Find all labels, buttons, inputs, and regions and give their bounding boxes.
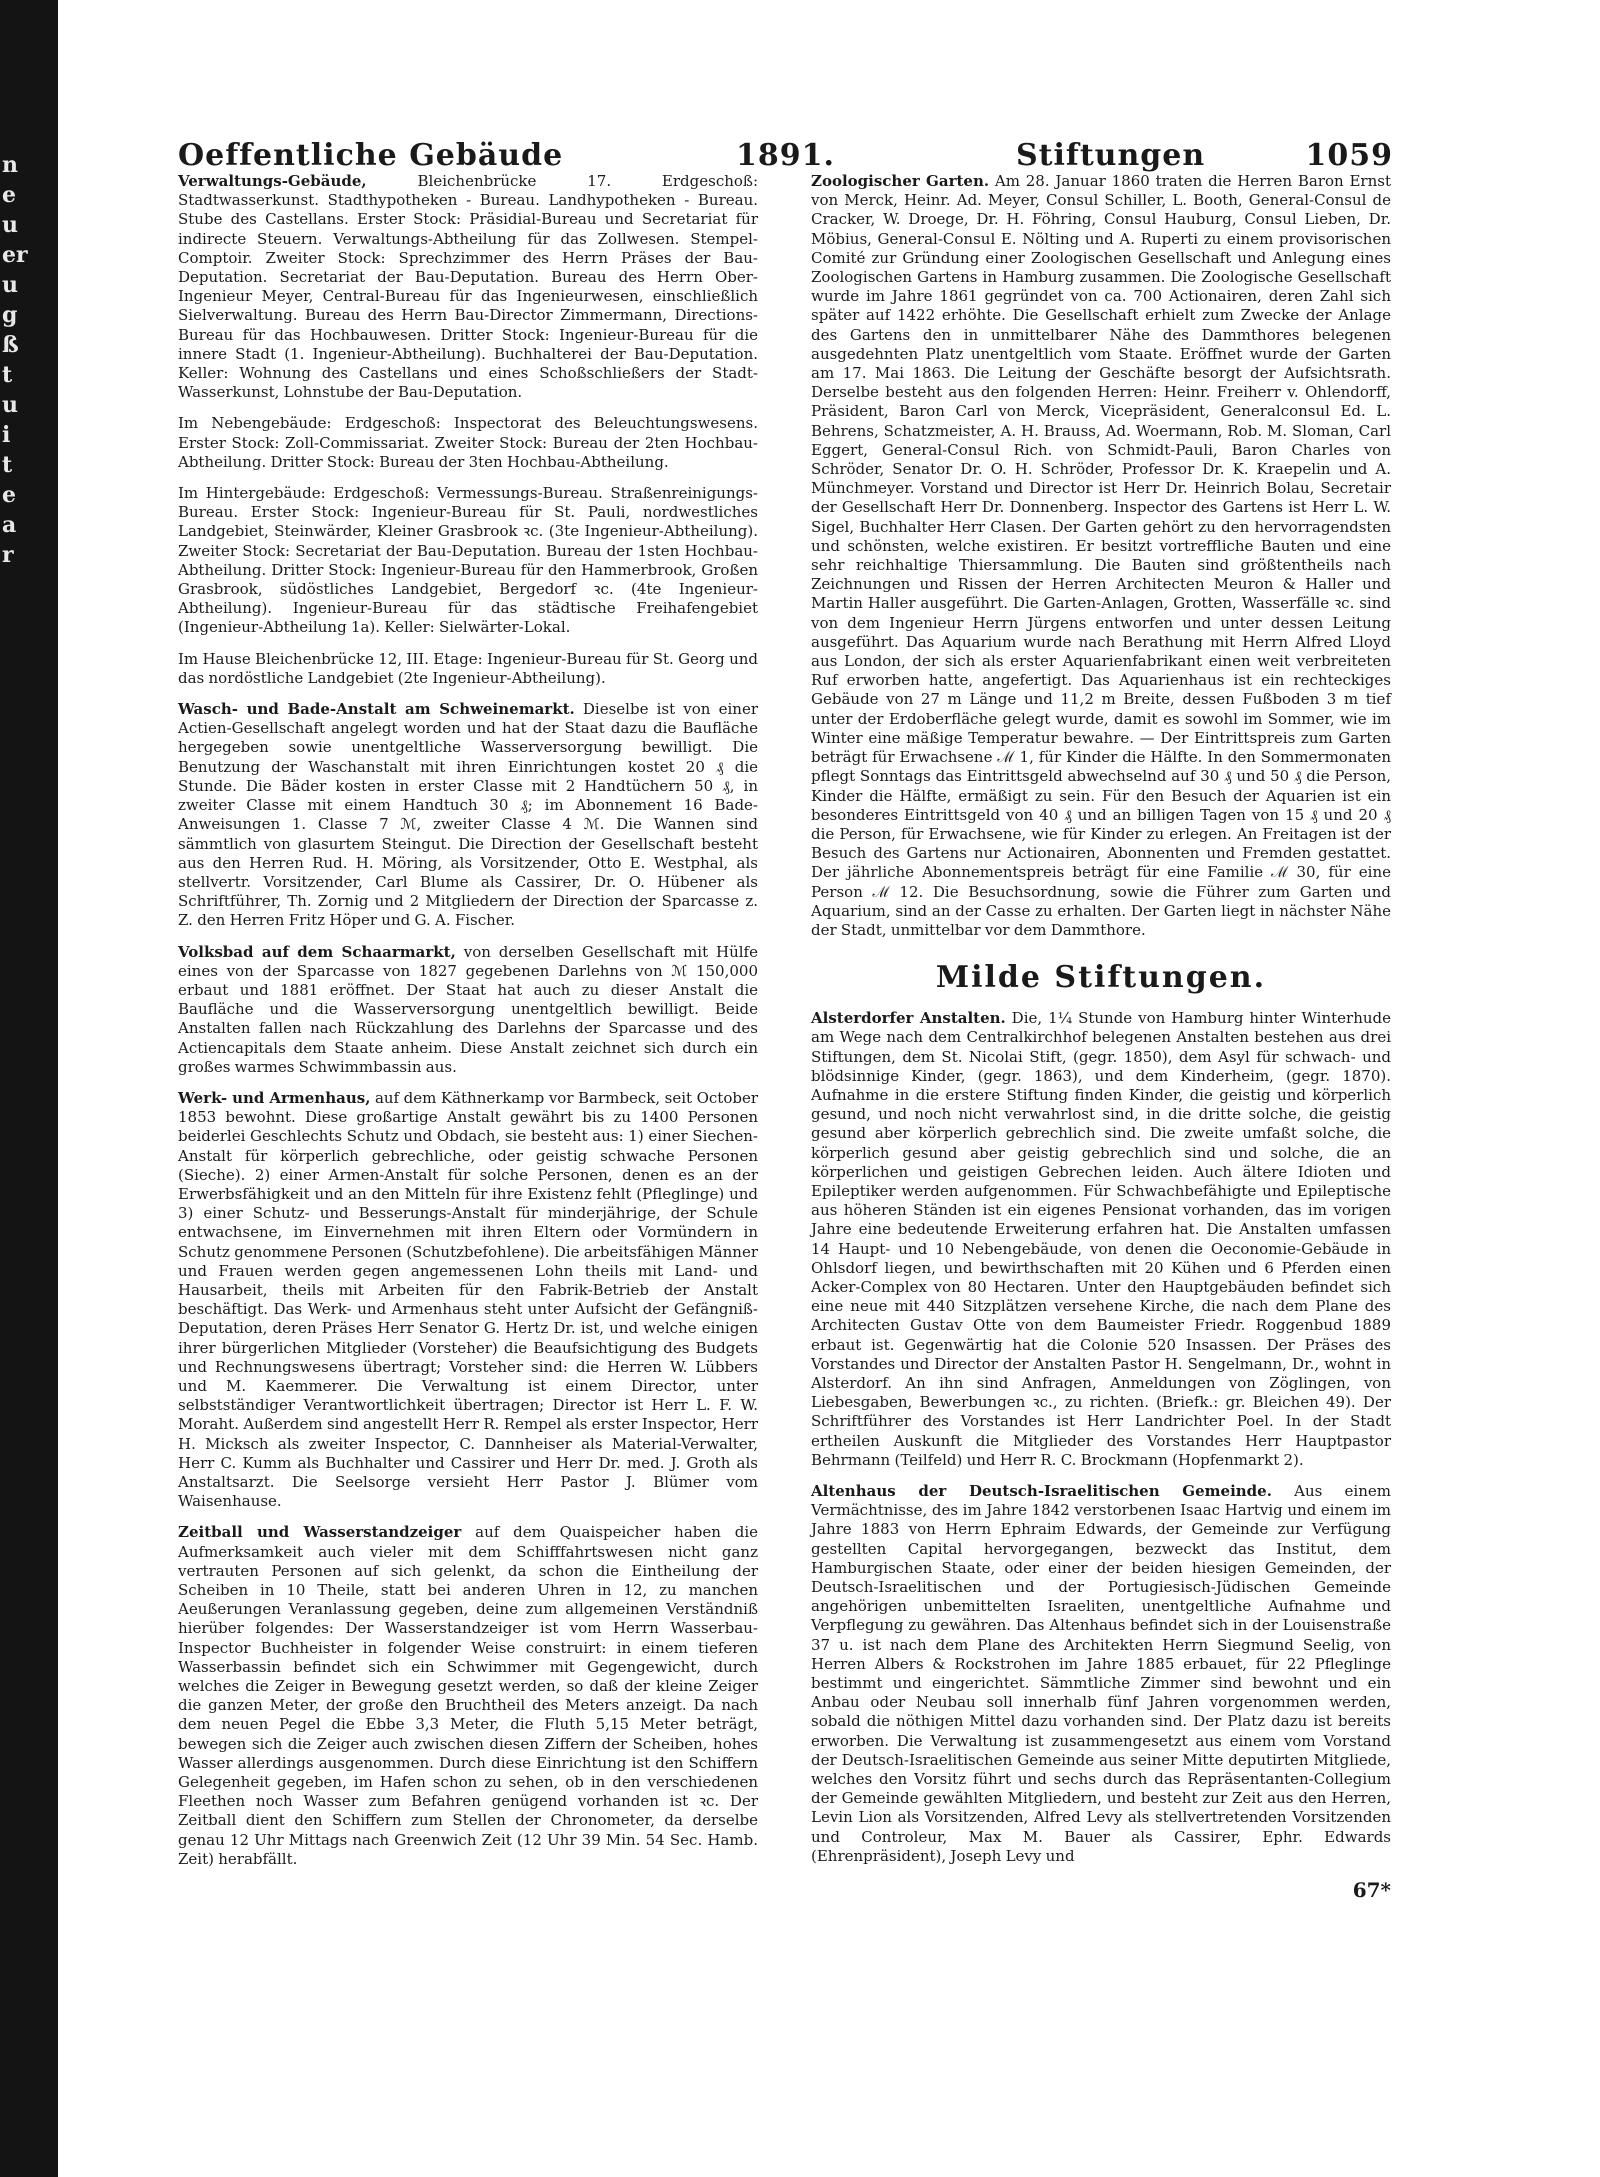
entry-paragraph: [811, 172, 1391, 940]
entry-paragraph: [178, 1089, 758, 1511]
entry-heading: Altenhaus der Deutsch-Israelitischen Gemeinde.: [811, 1482, 1272, 1500]
entry-text: Im Hintergebäude: Erdgeschoß: Vermessungs-Bureau. Straßenreinigungs-Bureau. Erster Stock: Ingenieur-Bureau für St. Pauli, nordwestliches Landgebiet, Steinwärder, Kleiner Grasbrook ꝛc. (3te Ingenieur-Abtheilung). Zweiter Stock: Secretariat der Bau-Deputation. Bureau der 1sten Hochbau-Abtheilung. Dritter Stock: Ingenieur-Bureau für den Hammerbrook, Großen Grasbrook, südöstliches Landgebiet, Bergedorf ꝛc. (4te Ingenieur-Abtheilung). Ingenieur-Bureau für das städtische Freihafengebiet (Ingenieur-Abtheilung 1a). Keller: Sielwärter-Lokal.: [178, 484, 758, 637]
edge-letter: t: [2, 452, 13, 478]
previous-page-edge: [0, 150, 58, 570]
entry-paragraph: [178, 172, 758, 402]
edge-letter: e: [2, 182, 16, 208]
edge-letter: t: [2, 362, 13, 388]
entry-heading: Zoologischer Garten.: [811, 172, 990, 190]
page-number: 1059: [1305, 138, 1393, 173]
entry-text: Am 28. Januar 1860 traten die Herren Baron Ernst von Merck, Heinr. Ad. Meyer, Consul Schiller, L. Booth, General-Consul de Cracker, W. Droege, Dr. H. Föhring, Consul Hauburg, Consul Lieben, Dr. Möbius, General-Consul E. Nölting und A. Ruperti zu einem provisorischen Comité zur Gründung einer Zoologischen Gesellschaft und Anlegung eines Zoologischen Gartens in Hamburg zusammen. Die Zoologische Gesellschaft wurde im Jahre 1861 gegründet von ca. 700 Actionairen, deren Zahl sich später auf 1422 erhöhte. Die Gesellschaft erhielt zum Zwecke der Anlage des Gartens den in unmittelbarer Nähe des Dammthores belegenen ausgedehnten Platz unentgeltlich vom Staate. Eröffnet wurde der Garten am 17. Mai 1863. Die Leitung der Geschäfte besorgt der Aufsichtsrath. Derselbe besteht aus den folgenden Herren: Heinr. Freiherr v. Ohlendorff, Präsident, Baron Carl von Merck, Vicepräsident, Generalconsul Ed. L. Behrens, Schatzmeister, A. H. Brauss, Ad. Woermann, Rob. M. Sloman, Carl Eggert, General-Consul Rich. von Schmidt-Pauli, Baron Charles von Schröder, Senator Dr. O. H. Schröder, Professor Dr. K. Kraepelin und A. Münchmeyer. Vorstand und Director ist Herr Dr. Heinrich Bolau, Secretair der Gesellschaft Herr Dr. Donnenberg. Inspector des Gartens ist Herr L. W. Sigel, Buchhalter Herr Clasen. Der Garten gehört zu den hervorragendsten und schönsten, welche existiren. Er besitzt vortreffliche Bauten und eine sehr reichhaltige Thiersammlung. Die Bauten sind größtentheils nach Zeichnungen und Rissen der Herren Architecten Meuron & Haller und Martin Haller ausgeführt. Die Garten-Anlagen, Grotten, Wasserfälle ꝛc. sind von dem Ingenieur Herrn Jürgens entworfen und unter dessen Leitung ausgeführt. Das Aquarium wurde nach Berathung mit Herrn Alfred Lloyd aus London, der sich als erster Aquarienfabrikant einen weit verbreiteten Ruf erworben hatte, angefertigt. Das Aquarienhaus ist ein rechteckiges Gebäude von 27 m Länge und 11,2 m Breite, dessen Fußboden 3 m tief unter der Erdoberfläche gelegt wurde, damit es sowohl im Sommer, wie im Winter eine mäßige Temperatur bewahre. — Der Eintrittspreis zum Garten beträgt für Erwachsene ℳ 1, für Kinder die Hälfte. In den Sommermonaten pflegt Sonntags das Eintrittsgeld abwechselnd auf 30 ₰ und 50 ₰ die Person, Kinder die Hälfte, ermäßigt zu sein. Für den Besuch der Aquarien ist ein besonderes Eintrittsgeld von 40 ₰ und an billigen Tagen von 15 ₰ und 20 ₰ die Person, für Erwachsene, wie für Kinder zu erlegen. An Freitagen ist der Besuch des Gartens nur Actionairen, Abonnenten und Fremden gestattet. Der jährliche Abonnementspreis beträgt für eine Familie ℳ 30, für eine Person ℳ 12. Die Besuchsordnung, sowie die Führer zum Garten und Aquarium, sind an der Casse zu erhalten. Der Garten liegt in nächster Nähe der Stadt, unmittelbar vor dem Dammthore.: [811, 172, 1391, 939]
entry-text: Aus einem Vermächtnisse, des im Jahre 1842 verstorbenen Isaac Hartvig und einem im Jahre 1883 von Herrn Ephraim Edwards, der Gemeinde zur Verfügung gestellten Capital hervorgegangen, bezweckt das Institut, dem Hamburgischen Staate, oder einer der beiden hiesigen Gemeinden, der Deutsch-Israelitischen und der Portugiesisch-Jüdischen Gemeinde angehörigen unbemittelten Israeliten, unentgeltliche Aufnahme und Verpflegung zu gewähren. Das Altenhaus befindet sich in der Louisenstraße 37 u. ist nach dem Plane des Architekten Herrn Siegmund Seelig, von Herren Albers & Rockstrohen im Jahre 1885 erbauet, für 22 Pfleglinge bestimmt und eingerichtet. Sämmtliche Zimmer sind bewohnt und ein Anbau oder Neubau soll innerhalb fünf Jahren vorgenommen werden, sobald die nöthigen Mittel dazu vorhanden sind. Der Platz dazu ist bereits erworben. Die Verwaltung ist zusammengesetzt aus einem vom Vorstand der Deutsch-Israelitischen Gemeinde aus seiner Mitte deputirten Mitgliede, welches den Vorsitz führt und sechs durch das Repräsentanten-Collegium der Gemeinde gewählten Mitgliedern, und besteht zur Zeit aus den Herren, Levin Lion als Vorsitzenden, Alfred Levy als stellvertretenden Vorsitzenden und Controleur, Max M. Bauer als Cassirer, Ephr. Edwards (Ehrenpräsident), Joseph Levy und: [811, 1482, 1391, 1865]
header-left-title: Oeffentliche Gebäude: [178, 138, 564, 173]
entry-paragraph: [178, 700, 758, 930]
entry-heading: Verwaltungs-Gebäude,: [178, 172, 367, 190]
entry-paragraph: [811, 1009, 1391, 1470]
header-year: 1891.: [736, 138, 835, 173]
entry-paragraph: [178, 943, 758, 1077]
edge-letter: e: [2, 482, 16, 508]
section-heading: Milde Stiftungen.: [935, 960, 1267, 996]
entry-heading: Alsterdorfer Anstalten.: [811, 1009, 1006, 1028]
entry-paragraph: [811, 1482, 1391, 1866]
right-column-zoo: [811, 172, 1391, 940]
entry-paragraph: [178, 650, 758, 688]
edge-letter: u: [2, 392, 18, 418]
entry-text: auf dem Käthnerkamp vor Barmbeck, seit October 1853 bewohnt. Diese großartige Anstalt gewährt bis zu 1400 Personen beiderlei Geschlechts Schutz und Obdach, sie besteht aus: 1) einer Siechen-Anstalt für körperlich gebrechliche, oder geistig schwache Personen (Sieche). 2) einer Armen-Anstalt für solche Personen, denen es an der Erwerbsfähigkeit und an den Mitteln für ihre Existenz fehlt (Pfleglinge) und 3) einer Schutz- und Besserungs-Anstalt für minderjährige, der Schule entwachsene, im Einvernehmen mit ihren Eltern oder Vormündern in Schutz genommene Personen (Schutzbefohlene). Die arbeitsfähigen Männer und Frauen werden gegen angemessenen Lohn theils mit Land- und Hausarbeit, theils mit Arbeiten für den Fabrik-Betrieb der Anstalt beschäftigt. Das Werk- und Armenhaus steht unter Aufsicht der Gefängniß-Deputation, deren Präses Herr Senator G. Hertz Dr. ist, und welche einigen ihrer bürgerlichen Mitglieder (Vorsteher) die Beaufsichtigung des Budgets und Rechnungswesens übertragt; Vorsteher sind: die Herren W. Lübbers und M. Kaemmerer. Die Verwaltung ist einem Director, unter selbstständiger Verantwortlichkeit übertragen; Director ist Herr L. F. W. Moraht. Außerdem sind angestellt Herr R. Rempel als erster Inspector, Herr H. Micksch als zweiter Inspector, C. Dannheiser als Material-Verwalter, Herr C. Kumm als Buchhalter und Cassirer und Herr Dr. med. J. Groth als Anstaltsarzt. Die Seelsorge versieht Herr Pastor J. Blümer vom Waisenhause.: [178, 1088, 758, 1511]
entry-heading: Volksbad auf dem Schaarmarkt,: [178, 942, 456, 961]
entry-text: Bleichenbrücke 17. Erdgeschoß: Stadtwasserkunst. Stadthypotheken - Bureau. Landhypotheken - Bureau. Stube des Castellans. Erster Stock: Präsidial-Bureau und Secretariat für indirecte Steuern. Verwaltungs-Abtheilung für das Zollwesen. Stempel-Comptoir. Zweiter Stock: Sprechzimmer des Herrn Präses der Bau-Deputation. Secretariat der Bau-Deputation. Bureau des Herrn Ober-Ingenieur Meyer, Central-Bureau für das Ingenieurwesen, einschließlich Sielverwaltung. Bureau des Herrn Bau-Director Zimmermann, Directions-Bureau für das Hochbauwesen. Dritter Stock: Ingenieur-Bureau für die innere Stadt (1. Ingenieur-Abtheilung). Buchhalterei der Bau-Deputation. Keller: Wohnung des Castellans und eines Schoßschließers der Stadt-Wasserkunst, Lohnstube der Bau-Deputation.: [178, 172, 758, 402]
entry-paragraph: [178, 414, 758, 472]
entry-heading: Werk- und Armenhaus,: [178, 1088, 371, 1107]
entry-text: von derselben Gesellschaft mit Hülfe eines von der Sparcasse von 1827 gegebenen Darlehns von ℳ 150,000 erbaut und 1881 eröffnet. Der Staat hat auch zu dieser Anstalt die Baufläche und die Wasserversorgung unentgeltlich bewilligt. Beide Anstalten fallen nach Rückzahlung des Darlehns der Sparcasse und des Actiencapitals dem Staate anheim. Diese Anstalt zeichnet sich durch ein großes warmes Schwimmbassin aus.: [178, 942, 758, 1076]
edge-letter: u: [2, 272, 18, 298]
entry-heading: Wasch- und Bade-Anstalt am Schweinemarkt.: [178, 700, 575, 719]
entry-text: Im Nebengebäude: Erdgeschoß: Inspectorat des Beleuchtungswesens. Erster Stock: Zoll-Commissariat. Zweiter Stock: Bureau der 2ten Hochbau-Abtheilung. Dritter Stock: Bureau der 3ten Hochbau-Abtheilung.: [178, 414, 758, 471]
entry-text: Dieselbe ist von einer Actien-Gesellschaft angelegt worden und hat der Staat dazu die Baufläche hergegeben sowie unentgeltliche Wasserversorgung bewilligt. Die Benutzung der Waschanstalt mit ihren Einrichtungen kostet 20 ₰ die Stunde. Die Bäder kosten in erster Classe mit 2 Handtüchern 50 ₰, in zweiter Classe mit einem Handtuch 30 ₰; im Abonnement 16 Bade-Anweisungen 1. Classe 7 ℳ, zweiter Classe 4 ℳ. Die Wannen sind sämmtlich von glasurtem Steingut. Die Direction der Gesellschaft besteht aus den Herren Rud. H. Möring, als Vorsitzender, Otto E. Westphal, als stellvertr. Vorsitzender, Carl Blume als Cassirer, Dr. O. Hübener als Schriftführer, Th. Zornig und 2 Mitgliedern der Direction der Sparcasse z. Z. den Herren Fritz Höper und G. A. Fischer.: [178, 700, 758, 930]
edge-letter: a: [2, 512, 17, 538]
edge-letter: ß: [2, 332, 19, 358]
signature-mark: 67*: [1352, 1878, 1391, 1903]
left-column: [178, 172, 758, 1881]
right-column-foundations: [811, 1009, 1391, 1866]
entry-text: Im Hause Bleichenbrücke 12, III. Etage: Ingenieur-Bureau für St. Georg und das nordöstliche Landgebiet (2te Ingenieur-Abtheilung).: [178, 649, 758, 687]
entry-text: Die, 1¼ Stunde von Hamburg hinter Winterhude am Wege nach dem Centralkirchhof belegenen Anstalten bestehen aus drei Stiftungen, dem St. Nicolai Stift, (gegr. 1850), dem Asyl für schwach- und blödsinnige Kinder, (gegr. 1863), und dem Kinderheim, (gegr. 1870). Aufnahme in die erstere Stiftung finden Kinder, die geistig und körperlich gesund, und noch nicht verwahrlost sind, in die dritte solche, die geistig gesund aber körperlich gebrechlich sind. Die zweite umfaßt solche, die körperlich gesund aber geistig gebrechlich sind und solche, die an körperlichen und geistigen Gebrechen leiden. Auch ältere Idioten und Epileptiker werden aufgenommen. Für Schwachbefähigte und Epileptische aus höheren Ständen ist ein eigenes Pensionat vorhanden, das im vorigen Jahre eine bedeutende Erweiterung erfahren hat. Die Anstalten umfassen 14 Haupt- und 10 Nebengebäude, von denen die Oeconomie-Gebäude in Ohlsdorf liegen, und bewirthschaften mit 20 Kühen und 6 Pferden einen Acker-Complex von 80 Hectaren. Unter den Hauptgebäuden befindet sich eine neue mit 440 Sitzplätzen versehene Kirche, die nach dem Plane des Architecten Gustav Otte von dem Baumeister Friedr. Roggenbud 1889 erbaut ist. Gegenwärtig hat die Colonie 520 Insassen. Der Präses des Vorstandes und Director der Anstalten Pastor H. Sengelmann, Dr., wohnt in Alsterdorf. An ihn sind Anfragen, Anmeldungen von Zöglingen, von Liebesgaben, Bewerbungen ꝛc., zu richten. (Briefk.: gr. Bleichen 49). Der Schriftführer des Vorstandes ist Herr Landrichter Poel. In der Stadt ertheilen Auskunft die Mitglieder des Vorstandes Herr Hauptpastor Behrmann (Teilfeld) und Herr R. C. Brockmann (Hopfenmarkt 2).: [811, 1009, 1391, 1469]
edge-letter: u: [2, 212, 18, 238]
entry-paragraph: [178, 1523, 758, 1869]
edge-letter: er: [2, 242, 28, 268]
entry-text: auf dem Quaispeicher haben die Aufmerksamkeit auch vieler mit dem Schifffahrtswesen nicht ganz vertrauten Personen auf sich gelenkt, da schon die Eintheilung der Scheiben in 10 Theile, statt bei anderen Uhren in 12, zu manchen Aeußerungen Veranlassung gegeben, deine zum allgemeinen Verständniß hierüber folgendes: Der Wasserstandzeiger ist vom Herrn Wasserbau-Inspector Buchheister in folgender Weise construirt: in einem tieferen Wasserbassin befindet sich ein Schwimmer mit Gegengewicht, durch welches die Zeiger in Bewegung gesetzt werden, so daß der kleine Zeiger die ganzen Meter, der große den Bruchtheil des Meters anzeigt. Da nach dem neuen Pegel die Ebbe 3,3 Meter, die Fluth 5,15 Meter beträgt, bewegen sich die Zeiger auch zwischen diesen Ziffern der Scheiben, hohes Wasser allerdings ausgenommen. Durch diese Einrichtung ist den Schiffern Gelegenheit gegeben, im Hafen schon zu sehen, ob in den verschiedenen Fleethen noch Wasser zum Befahren genügend vorhanden ist ꝛc. Der Zeitball dient den Schiffern zum Stellen der Chronometer, da derselbe genau 12 Uhr Mittags nach Greenwich Zeit (12 Uhr 39 Min. 54 Sec. Hamb. Zeit) herabfällt.: [178, 1523, 759, 1868]
entry-paragraph: [178, 484, 758, 638]
edge-letter: r: [2, 542, 14, 568]
edge-letter: g: [2, 302, 18, 328]
edge-letter: n: [2, 152, 18, 178]
right-column: [811, 172, 1391, 1902]
entry-heading: Zeitball und Wasserstandzeiger: [178, 1523, 462, 1542]
edge-letter: i: [2, 422, 11, 448]
header-right-title: Stiftungen: [1016, 138, 1206, 173]
